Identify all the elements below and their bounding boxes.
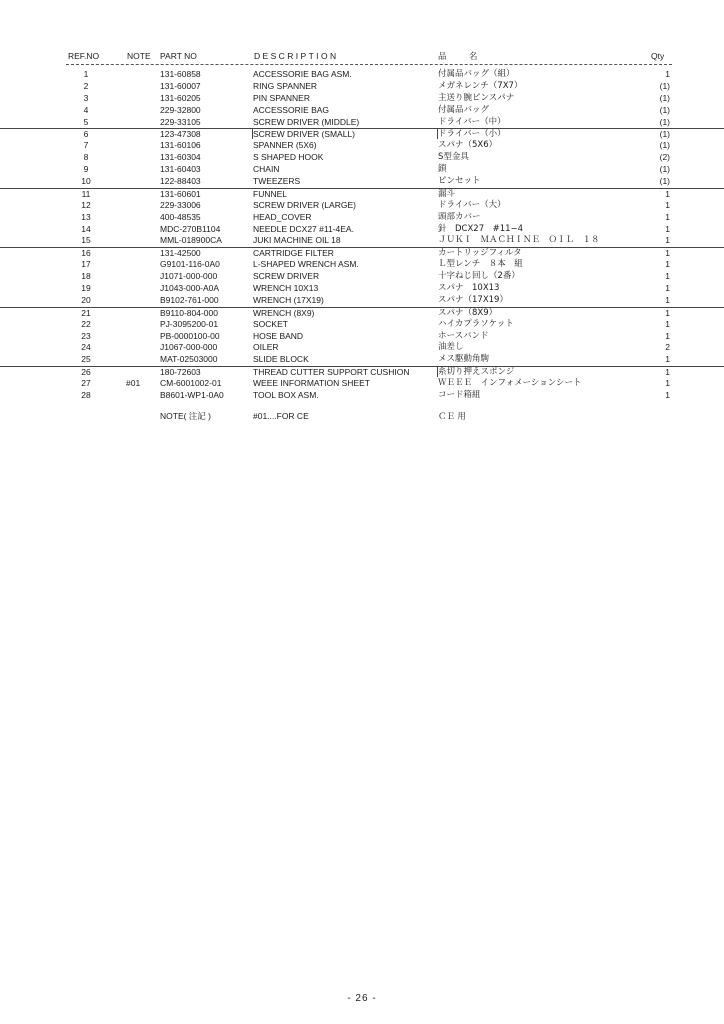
ref-no: 4 — [83, 104, 89, 115]
ref-no: 1 — [83, 69, 89, 79]
ref-no: 5 — [83, 116, 89, 127]
table-row — [0, 93, 724, 105]
part-number: B8601-WP1-0A0 — [160, 390, 224, 401]
table-row — [0, 319, 724, 331]
quantity: 1 — [665, 223, 670, 234]
japanese-name: ホースバンド — [438, 330, 489, 341]
note-label: NOTE( 注記 ) — [160, 411, 211, 421]
description: RING SPANNER — [253, 80, 318, 91]
table-row — [0, 259, 724, 271]
japanese-name: メス駆動角駒 — [438, 354, 490, 365]
ref-no: 11 — [81, 188, 91, 199]
table-row — [0, 283, 724, 295]
description: JUKI MACHINE OIL 18 — [253, 235, 341, 246]
table-row — [0, 117, 724, 129]
page-number: - 26 - — [347, 993, 377, 1004]
quantity: 1 — [665, 188, 670, 199]
description: ACCESSORIE BAG — [253, 104, 330, 115]
table-row — [0, 140, 724, 152]
description: CARTRIDGE FILTER — [253, 248, 334, 259]
japanese-name: ドライバー（小） — [438, 129, 506, 140]
table-row — [0, 247, 724, 259]
part-number: 131-60205 — [160, 92, 201, 103]
ref-no: 27 — [81, 378, 91, 389]
quantity: 1 — [665, 390, 670, 401]
japanese-name: スパナ 10X13 — [438, 283, 500, 294]
table-row — [0, 366, 724, 378]
quantity: (2) — [659, 152, 670, 163]
note-japanese: ＣＥ 用 — [438, 411, 466, 421]
part-number: 180-72603 — [160, 367, 201, 378]
part-number: PB-0000100-00 — [160, 330, 220, 341]
ref-no: 8 — [83, 152, 89, 163]
part-number: J1071-000-000 — [160, 271, 218, 282]
quantity: 1 — [665, 199, 670, 210]
ref-no: 23 — [81, 330, 91, 341]
description: SPANNER (5X6) — [253, 140, 317, 151]
quantity: 1 — [665, 330, 670, 341]
ref-no: 28 — [81, 390, 91, 401]
japanese-name: Ｌ型レンチ ８本 組 — [438, 259, 523, 270]
description: SLIDE BLOCK — [253, 354, 309, 365]
part-number: MAT-02503000 — [160, 354, 218, 365]
description: FUNNEL — [253, 188, 288, 199]
table-row — [0, 342, 724, 354]
quantity: (1) — [659, 104, 670, 115]
part-number: CM-6001002-01 — [160, 378, 222, 389]
part-number: 131-60007 — [160, 80, 201, 91]
part-number: PJ-3095200-01 — [160, 318, 219, 329]
table-row — [0, 378, 724, 390]
part-number: 131-60403 — [160, 164, 201, 175]
quantity: (1) — [659, 129, 670, 140]
parts-table — [0, 69, 724, 402]
japanese-name: 主送り腕ピンスパナ — [438, 92, 515, 103]
ref-no: 2 — [83, 80, 89, 91]
japanese-name: 油差し — [438, 342, 464, 353]
ref-no: 9 — [83, 164, 89, 175]
description: ACCESSORIE BAG ASM. — [253, 69, 352, 79]
description: WRENCH 10X13 — [253, 283, 319, 294]
quantity: 1 — [665, 259, 670, 270]
description: SCREW DRIVER (MIDDLE) — [253, 116, 360, 127]
table-row — [0, 271, 724, 283]
quantity: (1) — [659, 140, 670, 151]
ref-no: 20 — [81, 294, 91, 305]
description: SCREW DRIVER (SMALL) — [253, 129, 356, 140]
description: WRENCH (8X9) — [253, 307, 315, 318]
part-number: 229-33105 — [160, 116, 201, 127]
table-row — [0, 212, 724, 224]
header-ref-no: REF.NO — [68, 51, 100, 61]
ref-no: 19 — [81, 283, 91, 294]
quantity: 1 — [665, 211, 670, 222]
quantity: (1) — [659, 92, 670, 103]
table-row — [0, 81, 724, 93]
header-part-no: PART NO — [160, 51, 197, 61]
description: L-SHAPED WRENCH ASM. — [253, 259, 359, 270]
quantity: 1 — [665, 354, 670, 365]
japanese-name: ＷＥＥＥ インフォメーションシート — [438, 378, 582, 389]
table-row — [0, 390, 724, 402]
ref-no: 17 — [81, 259, 91, 270]
japanese-name: S型金具 — [438, 152, 469, 163]
ref-no: 14 — [81, 223, 91, 234]
header-qty: Qty — [651, 51, 665, 61]
quantity: 1 — [665, 318, 670, 329]
japanese-name: カートリッジフィルタ — [438, 248, 522, 259]
quantity: 1 — [665, 367, 670, 378]
ref-no: 7 — [83, 140, 89, 151]
column-divider — [437, 128, 438, 139]
japanese-name: 針 DCX27 #11−4 — [438, 223, 524, 234]
ref-no: 22 — [81, 318, 91, 329]
table-row — [0, 354, 724, 366]
column-divider — [252, 128, 253, 139]
description: NEEDLE DCX27 #11-4EA. — [253, 223, 354, 234]
ref-no: 24 — [81, 342, 91, 353]
japanese-name: 付属品バッグ（組） — [438, 69, 515, 79]
japanese-name: スパナ（8X9） — [438, 307, 498, 318]
part-number: 131-60601 — [160, 188, 201, 199]
part-number: 122-88403 — [160, 176, 201, 187]
part-number: B9110-804-000 — [160, 307, 218, 318]
description: HEAD_COVER — [253, 211, 312, 222]
part-number: 229-33006 — [160, 199, 201, 210]
japanese-name: 漏斗 — [438, 188, 456, 199]
table-row — [0, 200, 724, 212]
japanese-name: ドライバー（中） — [438, 116, 506, 127]
header-description: DESCRIPTION — [254, 51, 339, 61]
quantity: 1 — [665, 378, 670, 389]
quantity: 1 — [665, 283, 670, 294]
quantity: 1 — [665, 235, 670, 246]
description: PIN SPANNER — [253, 92, 310, 103]
japanese-name: ドライバー（大） — [438, 199, 506, 210]
japanese-name: スパナ（5X6） — [438, 140, 498, 151]
note-code: #01....FOR CE — [253, 411, 309, 421]
table-row — [0, 152, 724, 164]
table-row — [0, 188, 724, 200]
table-row — [0, 176, 724, 188]
quantity: 1 — [665, 271, 670, 282]
quantity: (1) — [659, 116, 670, 127]
quantity: 2 — [665, 342, 670, 353]
part-number: J1067-000-000 — [160, 342, 218, 353]
table-row — [0, 128, 724, 140]
ref-no: 18 — [81, 271, 91, 282]
ref-no: 21 — [81, 307, 91, 318]
ref-no: 10 — [81, 176, 91, 187]
quantity: (1) — [659, 80, 670, 91]
part-number: 123-47308 — [160, 129, 201, 140]
description: SCREW DRIVER — [253, 271, 320, 282]
japanese-name: 付属品バッグ — [438, 104, 490, 115]
table-row — [0, 105, 724, 117]
part-number: 131-60858 — [160, 69, 201, 79]
ref-no: 25 — [81, 354, 91, 365]
japanese-name: スパナ（17X19） — [438, 294, 508, 305]
quantity: 1 — [665, 69, 670, 79]
description: TOOL BOX ASM. — [253, 390, 319, 401]
part-number: J1043-000-A0A — [160, 283, 220, 294]
header-note: NOTE — [127, 51, 151, 61]
ref-no: 13 — [81, 211, 91, 222]
ref-no: 6 — [83, 129, 89, 140]
table-row — [0, 295, 724, 307]
header-divider — [66, 64, 672, 65]
japanese-name: コード箱組 — [438, 390, 481, 401]
description: SCREW DRIVER (LARGE) — [253, 199, 356, 210]
part-number: G9101-116-0A0 — [160, 259, 220, 270]
description: WEEE INFORMATION SHEET — [253, 378, 370, 389]
table-row — [0, 69, 724, 81]
japanese-name: ＪＵＫＩ ＭＡＣＨＩＮＥ ＯＩＬ １８ — [438, 235, 600, 246]
part-number: MDC-270B1104 — [160, 223, 221, 234]
table-row — [0, 235, 724, 247]
japanese-name: 十字ねじ回し（2番） — [438, 271, 520, 282]
japanese-name: 糸切り押えスポンジ — [438, 367, 515, 378]
description: TWEEZERS — [253, 176, 301, 187]
part-number: 131-42500 — [160, 248, 201, 259]
table-row — [0, 331, 724, 343]
part-number: 131-60304 — [160, 152, 201, 163]
description: OILER — [253, 342, 279, 353]
japanese-name: ピンセット — [438, 176, 481, 187]
note-code: #01 — [126, 378, 141, 389]
japanese-name: 頭部カバー — [438, 211, 481, 222]
table-row — [0, 164, 724, 176]
table-row — [0, 307, 724, 319]
description: HOSE BAND — [253, 330, 304, 341]
ref-no: 12 — [81, 199, 91, 210]
part-number: MML-018900CA — [160, 235, 222, 246]
japanese-name: ハイカプラソケット — [438, 318, 514, 329]
description: CHAIN — [253, 164, 280, 175]
quantity: (1) — [659, 164, 670, 175]
description: THREAD CUTTER SUPPORT CUSHION — [253, 367, 410, 378]
japanese-name: 鎖 — [438, 164, 447, 175]
description: WRENCH (17X19) — [253, 294, 324, 305]
part-number: 131-60106 — [160, 140, 201, 151]
ref-no: 15 — [81, 235, 91, 246]
quantity: 1 — [665, 294, 670, 305]
table-row — [0, 224, 724, 236]
part-number: 229-32800 — [160, 104, 201, 115]
ref-no: 16 — [81, 248, 91, 259]
part-number: 400-48535 — [160, 211, 201, 222]
description: S SHAPED HOOK — [253, 152, 324, 163]
description: SOCKET — [253, 318, 288, 329]
quantity: 1 — [665, 307, 670, 318]
quantity: (1) — [659, 176, 670, 187]
ref-no: 26 — [81, 367, 91, 378]
column-divider — [437, 366, 438, 377]
ref-no: 3 — [83, 92, 89, 103]
header-japanese-name: 品 名 — [438, 51, 488, 61]
part-number: B9102-761-000 — [160, 294, 219, 305]
quantity: 1 — [665, 248, 670, 259]
japanese-name: メガネレンチ（7X7） — [438, 80, 523, 91]
